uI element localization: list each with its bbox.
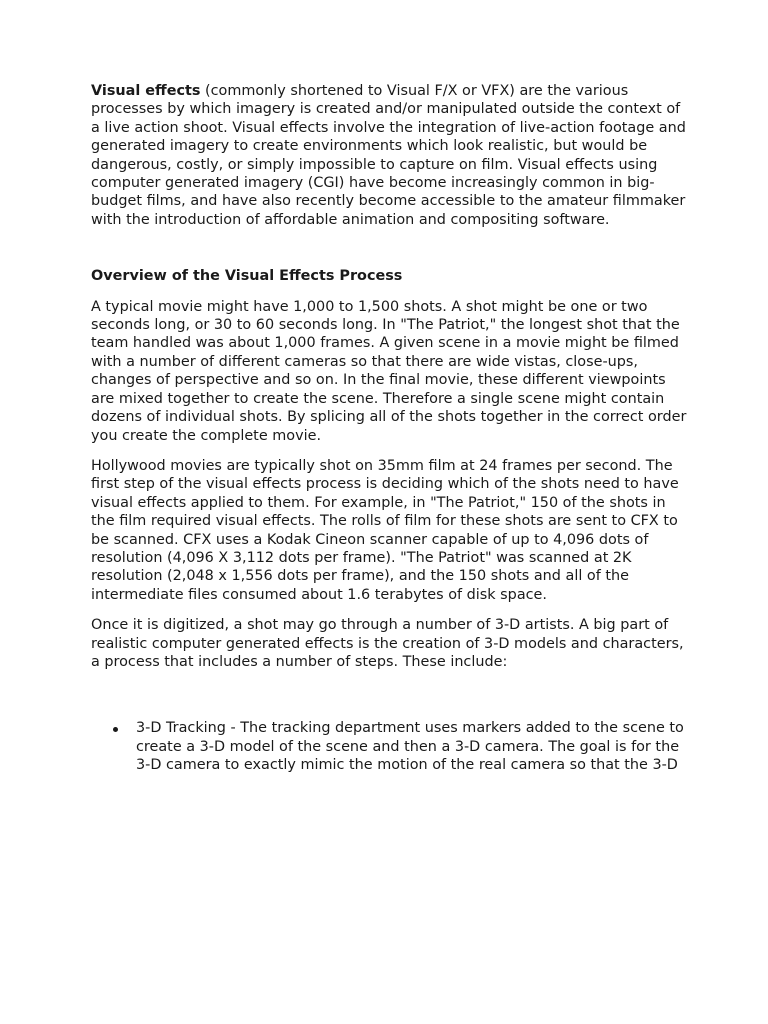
paragraph-scanning: Hollywood movies are typically shot on 35mm film at 24 frames per second. The first step of the visual effects process is deciding which of the shots need to have visual effects applied to them. For example, in "The Patriot," 150 of the shots in the film required visual effects. The rolls of film for these shots are sent to CFX to be scanned. CFX uses a Kodak Cineon scanner capable of up to 4,096 dots of resolution (4,096 X 3,112 dots per frame). "The Patriot" was scanned at 2K resolution (2,048 x 1,556 dots per frame), and the 150 shots and all of the intermediate files consumed about 1.6 terabytes of disk space. — [91, 457, 679, 603]
bullet-icon — [113, 727, 118, 732]
section-heading: Overview of the Visual Effects Process — [91, 268, 403, 285]
spacer — [91, 683, 691, 719]
paragraph-3d-artists: Once it is digitized, a shot may go through a number of 3-D artists. A big part of realistic computer generated effects is the creation of 3-D models and characters, a process that includes a number of steps. These include: — [91, 617, 684, 670]
steps-list — [91, 719, 691, 774]
intro-paragraph — [91, 82, 691, 229]
list-item-text: 3-D Tracking - The tracking department uses markers added to the scene to create a 3-D model of the scene and then a 3-D camera. The goal is for the 3-D camera to exactly mimic the motion of the real camera so that the 3-D — [136, 720, 684, 774]
list-item — [91, 719, 691, 774]
paragraph-shots: A typical movie might have 1,000 to 1,500 shots. A shot might be one or two seconds long, or 30 to 60 seconds long. In "The Patriot," the longest shot that the team handled was about 1,000 frames. A given scene in a movie might be filmed with a number of different cameras so that there are wide vistas, close-ups, changes of perspective and so on. In the final movie, these different viewpoints are mixed together to create the scene. Therefore a single scene might contain dozens of individual shots. By splicing all of the shots together in the correct order you create the complete movie. — [91, 298, 687, 444]
intro-term: Visual effects — [91, 83, 201, 99]
document-body — [91, 82, 691, 775]
intro-text: (commonly shortened to Visual F/X or VFX) are the various processes by which imagery is created and/or manipulated outside the context of a live action shoot. Visual effects involve the integration of live-action footage and generated imagery to create environments which look realistic, but would be dangerous, costly, or simply impossible to capture on film. Visual effects using computer generated imagery (CGI) have become increasingly common in big-budget films, and have also recently become accessible to the amateur filmmaker with the introduction of affordable animation and compositing software. — [91, 83, 686, 228]
